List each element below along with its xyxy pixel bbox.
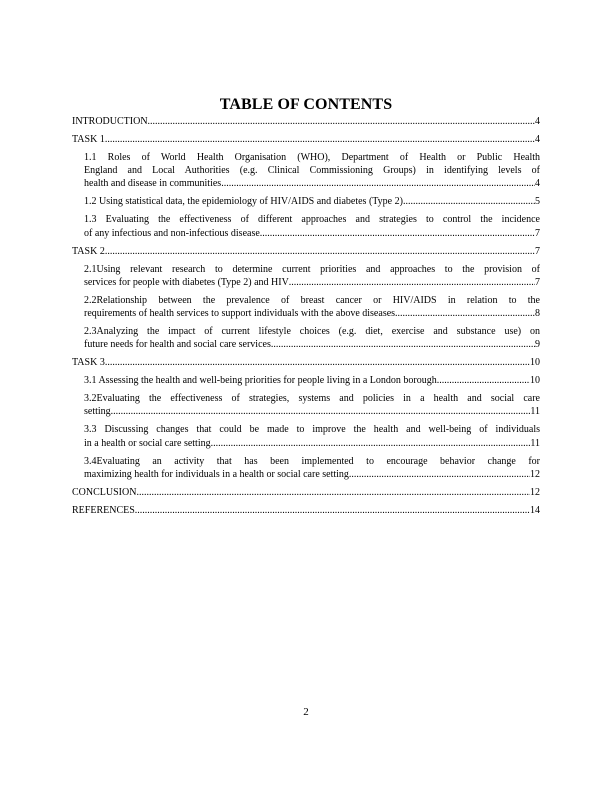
toc-line bbox=[84, 195, 540, 208]
toc-entry-conclusion[interactable] bbox=[72, 486, 540, 499]
toc-entry-text: 3.3 Discussing changes that could be made to improve the health and well-being of individuals bbox=[84, 424, 540, 436]
toc-leader bbox=[136, 486, 530, 499]
toc-entry-text: 1.2 Using statistical data, the epidemiology of HIV/AIDS and diabetes (Type 2) bbox=[84, 196, 403, 208]
toc-leader bbox=[403, 195, 535, 208]
toc-entry-1-2[interactable] bbox=[72, 195, 540, 208]
toc-page-number: 10 bbox=[530, 375, 540, 387]
toc-page-number: 10 bbox=[530, 357, 540, 369]
toc-page-number: 11 bbox=[530, 406, 540, 418]
toc-leader bbox=[105, 245, 535, 258]
toc-page-number: 4 bbox=[535, 116, 540, 127]
toc-leader bbox=[135, 504, 530, 517]
toc-entry-text: health and disease in communities bbox=[84, 178, 222, 190]
toc-page-number: 5 bbox=[535, 196, 540, 208]
toc-line bbox=[84, 338, 540, 351]
toc-line bbox=[84, 307, 540, 320]
toc-entry-3-4[interactable] bbox=[72, 455, 540, 481]
toc-line bbox=[72, 115, 540, 128]
toc-line bbox=[84, 468, 540, 481]
toc-line bbox=[72, 504, 540, 517]
toc-leader bbox=[148, 115, 535, 128]
toc-title: TABLE OF CONTENTS bbox=[219, 96, 393, 113]
toc-entry-task-1[interactable] bbox=[72, 133, 540, 146]
toc-entry-text: requirements of health services to support individuals with the above diseases bbox=[84, 308, 396, 320]
toc-leader bbox=[349, 468, 530, 481]
toc-page-number: 7 bbox=[535, 227, 540, 239]
toc-line bbox=[72, 486, 540, 499]
toc-entry-text: 1.3 Evaluating the effectiveness of different approaches and strategies to control the incidence bbox=[84, 214, 540, 226]
toc-line bbox=[72, 356, 540, 369]
toc-page-number: 14 bbox=[530, 504, 540, 516]
toc-entry-references[interactable] bbox=[72, 504, 540, 517]
toc-entry-text: INTRODUCTION bbox=[72, 116, 148, 127]
toc-entry-text: England and Local Authorities (e.g. Clinical Commissioning Groups) in identifying levels of bbox=[84, 165, 540, 177]
toc-leader bbox=[260, 227, 535, 240]
toc-leader bbox=[437, 374, 530, 387]
toc-leader bbox=[289, 276, 535, 289]
toc-page-number: 4 bbox=[535, 134, 540, 145]
toc-leader bbox=[105, 133, 535, 146]
toc-entry-text: 3.2Evaluating the effectiveness of strategies, systems and policies in a health and social care bbox=[84, 393, 540, 405]
toc-entry-text: maximizing health for individuals in a health or social care setting bbox=[84, 468, 349, 480]
toc-entry-2-3[interactable] bbox=[72, 325, 540, 351]
toc-entry-3-3[interactable] bbox=[72, 423, 540, 449]
toc-line bbox=[84, 405, 540, 418]
toc-entry-text: 3.4Evaluating an activity that has been implemented to encourage behavior change for bbox=[84, 455, 540, 467]
toc-entry-3-1[interactable] bbox=[72, 374, 540, 387]
toc-entry-text: TASK 3 bbox=[72, 357, 105, 369]
toc-leader bbox=[211, 437, 531, 450]
toc-entry-text: 2.2Relationship between the prevalence of breast cancer or HIV/AIDS in relation to the bbox=[84, 294, 540, 306]
toc-entry-1-1[interactable] bbox=[72, 151, 540, 191]
toc-line bbox=[84, 276, 540, 289]
toc-leader bbox=[221, 177, 535, 190]
toc-entry-text: services for people with diabetes (Type 2) and HIV bbox=[84, 276, 289, 288]
toc-leader bbox=[111, 405, 531, 418]
toc-entry-text: TASK 2 bbox=[72, 245, 105, 257]
toc-entry-text: in a health or social care setting bbox=[84, 437, 211, 449]
toc-page-number: 7 bbox=[535, 245, 540, 257]
toc-entry-introduction[interactable] bbox=[72, 115, 540, 128]
toc-page-number: 7 bbox=[535, 276, 540, 288]
toc-entry-2-2[interactable] bbox=[72, 294, 540, 320]
toc-line bbox=[72, 133, 540, 146]
toc-entry-3-2[interactable] bbox=[72, 392, 540, 418]
toc-line bbox=[84, 227, 540, 240]
toc-entry-text: setting bbox=[84, 406, 111, 418]
toc-entry-task-3[interactable] bbox=[72, 356, 540, 369]
page-number: 2 bbox=[303, 706, 309, 718]
toc-entry-text: TASK 1 bbox=[72, 134, 105, 145]
toc-leader bbox=[105, 356, 530, 369]
toc-line bbox=[84, 437, 540, 450]
toc-entry-text: of any infectious and non-infectious disease bbox=[84, 227, 260, 239]
toc-entry-task-2[interactable] bbox=[72, 245, 540, 258]
toc-entry-text: 3.1 Assessing the health and well-being priorities for people living in a London borough bbox=[84, 375, 437, 387]
toc-page-number: 11 bbox=[530, 437, 540, 449]
toc-page-number: 12 bbox=[530, 468, 540, 480]
toc-entry-2-1[interactable] bbox=[72, 263, 540, 289]
toc-leader bbox=[395, 307, 535, 320]
toc-line bbox=[84, 374, 540, 387]
toc-line bbox=[72, 245, 540, 258]
toc-list bbox=[72, 115, 540, 522]
toc-entry-text: REFERENCES bbox=[72, 504, 135, 516]
toc-entry-text: 2.3Analyzing the impact of current lifestyle choices (e.g. diet, exercise and substance use) on bbox=[84, 326, 540, 338]
toc-entry-text: 2.1Using relevant research to determine current priorities and approaches to the provision of bbox=[84, 263, 540, 275]
toc-page-number: 9 bbox=[535, 339, 540, 351]
toc-entry-text: 1.1 Roles of World Health Organisation (WHO), Department of Health or Public Health bbox=[84, 152, 540, 163]
toc-page-number: 12 bbox=[530, 486, 540, 498]
toc-entry-text: CONCLUSION bbox=[72, 486, 137, 498]
toc-line bbox=[84, 177, 540, 190]
toc-leader bbox=[271, 338, 535, 351]
toc-entry-1-3[interactable] bbox=[72, 213, 540, 239]
toc-page-number: 8 bbox=[535, 308, 540, 320]
toc-page-number: 4 bbox=[535, 178, 540, 190]
toc-entry-text: future needs for health and social care services bbox=[84, 339, 271, 351]
